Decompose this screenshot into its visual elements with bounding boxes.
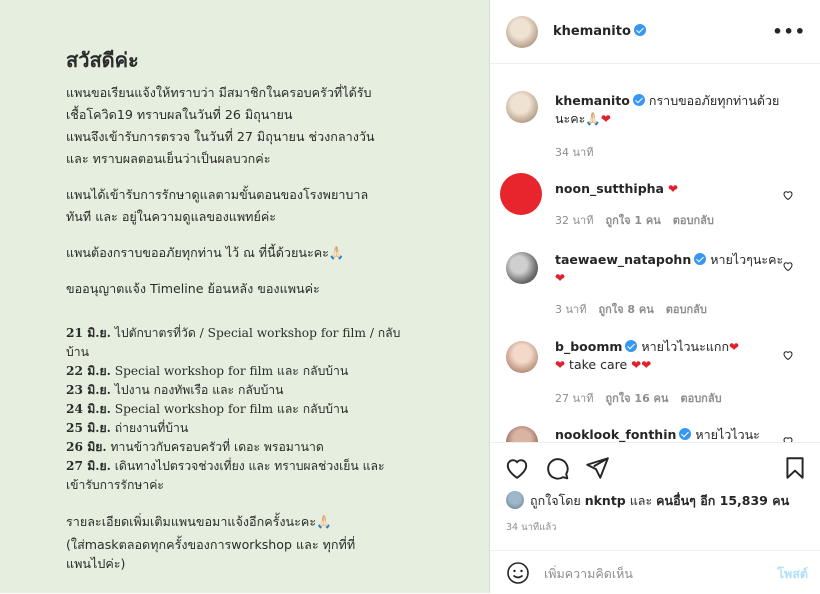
comment-input[interactable] — [544, 563, 754, 583]
save-bookmark-icon[interactable] — [782, 455, 808, 481]
heart-emoji-icon: ❤❤ — [631, 358, 652, 372]
heart-emoji-icon: ❤ — [600, 112, 611, 126]
verified-badge-icon — [634, 24, 646, 36]
caption-body: กราบขออภัยทุกท่านด้วยนะคะ🙏🏻 — [555, 93, 780, 126]
comment-time[interactable]: 3 นาที — [555, 303, 587, 316]
avatar[interactable] — [506, 341, 538, 373]
post-comment-button[interactable]: โพสต์ — [777, 564, 808, 584]
likes-user[interactable]: nkntp — [584, 493, 626, 508]
verified-badge-icon — [694, 253, 706, 265]
post-panel — [490, 0, 820, 593]
comment-username[interactable]: taewaew_natapohn — [555, 252, 692, 267]
comment-time[interactable]: 27 นาที — [555, 392, 594, 405]
post-image-text — [66, 44, 476, 587]
timeline-line: 23 มิ.ย. ไปงาน กองทัพเรือ และ กลับบ้าน — [66, 383, 284, 397]
timeline-line: เข้ารับการรักษาค่ะ — [66, 478, 164, 492]
like-comment-heart-icon[interactable] — [782, 189, 794, 201]
comment-text — [555, 426, 787, 442]
caption-text — [555, 92, 787, 128]
comment-body: หายไวไวนะ — [695, 427, 760, 442]
post-actions — [490, 442, 820, 593]
heart-emoji-icon: ❤ — [555, 271, 566, 285]
heart-emoji-icon: ❤ — [555, 358, 566, 372]
comment-meta — [555, 211, 726, 229]
post-closing: (ใส่maskตลอดทุกครั้งของการworkshop และ ทุกที่ที่ แพนไปค่ะ) — [66, 537, 356, 571]
post-paragraph: แพนต้องกราบขออภัยทุกท่าน ไว้ ณ ที่นี้ด้วยนะคะ🙏🏻 — [66, 245, 345, 260]
comment-username[interactable]: noon_sutthipha — [555, 181, 664, 196]
reply-button[interactable]: ตอบกลับ — [672, 214, 714, 227]
avatar[interactable] — [500, 173, 542, 215]
like-comment-heart-icon[interactable] — [782, 260, 794, 272]
post-greeting: สวัสดีค่ะ — [66, 48, 139, 72]
comment-meta — [555, 300, 719, 318]
timeline-line: บ้าน — [66, 345, 89, 359]
likes-and: และ — [629, 493, 653, 508]
comment-likes[interactable]: ถูกใจ 1 คน — [605, 214, 661, 227]
heart-emoji-icon: ❤ — [729, 340, 740, 354]
timeline-line: 24 มิ.ย. Special workshop for film และ กลับบ้าน — [66, 402, 349, 416]
caption-username[interactable]: khemanito — [555, 93, 630, 108]
like-heart-icon[interactable] — [504, 455, 530, 481]
comments-list[interactable] — [490, 65, 820, 442]
verified-badge-icon — [679, 428, 691, 440]
comment-body: หายไวๆนะคะ — [710, 252, 784, 267]
more-options-icon[interactable]: ••• — [772, 22, 806, 41]
avatar[interactable] — [506, 491, 524, 509]
avatar[interactable] — [506, 252, 538, 284]
comment-text — [555, 338, 787, 374]
like-comment-heart-icon[interactable] — [782, 435, 794, 442]
post-timeline — [66, 324, 476, 495]
likes-prefix: ถูกใจโดย — [530, 493, 581, 508]
heart-emoji-icon: ❤ — [667, 182, 679, 196]
reply-button[interactable]: ตอบกลับ — [680, 392, 722, 405]
verified-badge-icon — [633, 94, 645, 106]
comment-text — [555, 251, 787, 287]
comment-body: take care — [569, 357, 628, 372]
like-comment-heart-icon[interactable] — [782, 349, 794, 361]
add-comment-bar — [490, 550, 820, 594]
comment-likes[interactable]: ถูกใจ 8 คน — [598, 303, 654, 316]
comment-body: หายไวไวนะแกก — [641, 339, 730, 354]
emoji-smiley-icon[interactable] — [506, 561, 530, 585]
verified-badge-icon — [625, 340, 637, 352]
avatar[interactable] — [506, 426, 538, 442]
avatar[interactable] — [506, 16, 538, 48]
reply-button[interactable]: ตอบกลับ — [665, 303, 707, 316]
comment-text — [555, 180, 787, 198]
comment-likes[interactable]: ถูกใจ 16 คน — [605, 392, 669, 405]
avatar[interactable] — [506, 91, 538, 123]
comment-bubble-icon[interactable] — [544, 455, 570, 481]
post-paragraph: แพนได้เข้ารับการรักษาดูแลตามขั้นตอนของโรงพยาบาล ทันที และ อยู่ในความดูแลของแพทย์ค่ะ — [66, 187, 369, 224]
timeline-line: 26 มิย. ทานข้าวกับครอบครัวที่ เดอะ พรอมานาด — [66, 440, 324, 454]
timeline-line: 22 มิ.ย. Special workshop for film และ กลับบ้าน — [66, 364, 349, 378]
post-paragraph: ขออนุญาตแจ้ง Timeline ย้อนหลัง ของแพนค่ะ — [66, 281, 320, 296]
likes-others[interactable]: คนอื่นๆ อีก 15,839 คน — [656, 493, 790, 508]
post-paragraph: แพนขอเรียนแจ้งให้ทราบว่า มีสมาชิกในครอบครัวที่ได้รับ เชื้อโควิด19 ทราบผลในวันที่ 26 มิถุนายน แพนจึงเข้ารับการตรวจ ในวันที่ 27 มิถุนายน ช่วงกลางวัน และ ทราบผลตอนเย็นว่าเป็นผลบวกค่ะ — [66, 85, 375, 166]
post-header — [490, 0, 820, 64]
comment-time[interactable]: 32 นาที — [555, 214, 594, 227]
timeline-line: 25 มิ.ย. ถ่ายงานที่บ้าน — [66, 421, 189, 435]
comment-meta — [555, 389, 734, 407]
comment-username[interactable]: b_boomm — [555, 339, 623, 354]
timeline-line: 27 มิ.ย. เดินทางไปตรวจช่วงเที่ยง และ ทราบผลช่วงเย็น และ — [66, 459, 385, 473]
header-username[interactable]: khemanito — [553, 24, 646, 39]
share-plane-icon[interactable] — [584, 455, 610, 481]
likes-summary — [506, 491, 789, 511]
post-closing: รายละเอียดเพิ่มเติมแพนขอมาแจ้งอีกครั้งนะคะ🙏🏻 — [66, 514, 332, 529]
timeline-line: 21 มิ.ย. ไปตักบาตรที่วัด / Special workshop for film / กลับ — [66, 326, 401, 340]
comment-username[interactable]: nooklook_fonthin — [555, 427, 677, 442]
post-time[interactable]: 34 นาทีแล้ว — [506, 522, 557, 533]
caption-time[interactable]: 34 นาที — [555, 146, 594, 159]
caption-meta — [555, 143, 605, 161]
